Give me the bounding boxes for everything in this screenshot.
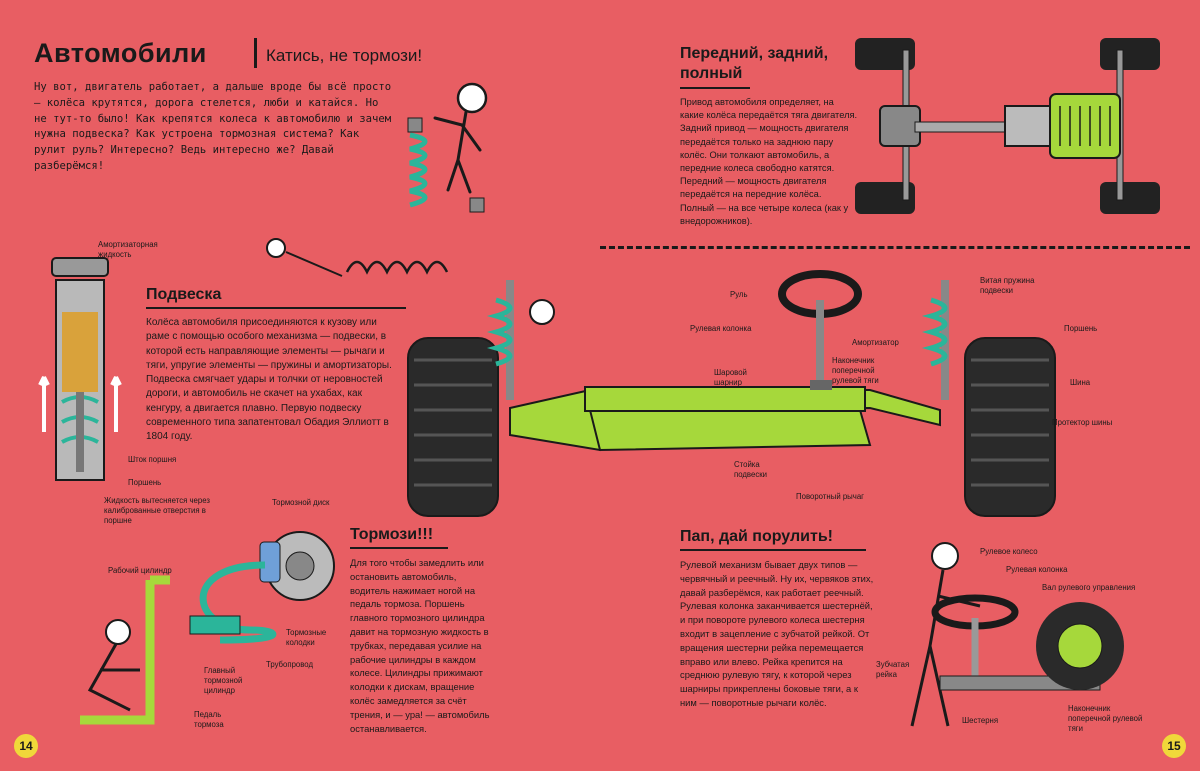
stick-figure-spring-illustration (400, 80, 520, 240)
label-master-cylinder: Главный тормозной цилиндр (204, 666, 243, 695)
label-steer-shaft: Вал рулевого управления (1042, 583, 1136, 592)
label-fluid-flow: Жидкость вытесняется через калиброванные отверстия в поршне (104, 496, 210, 525)
brake-system-diagram (60, 520, 340, 730)
label-brake-pedal: Педаль тормоза (194, 710, 224, 729)
label-piston-rod: Шток поршня (128, 455, 177, 464)
page-number-right: 15 (1162, 734, 1186, 758)
page-number-left: 14 (14, 734, 38, 758)
label-piston: Поршень (128, 478, 162, 487)
label-steer-column: Рулевая колонка (1006, 565, 1068, 574)
label-pinion: Шестерня (962, 716, 999, 725)
section-divider (600, 246, 1190, 249)
front-axle-diagram (400, 260, 1120, 520)
label-fluid: Амортизаторная жидкость (98, 240, 158, 259)
label-steer-tie-rod: Наконечник поперечной рулевой тяги (1068, 704, 1143, 733)
steering-heading-underline (680, 549, 866, 551)
brakes-text: Для того чтобы замедлить или остановить автомобиль, водитель нажимает ногой на педаль тормоза. Поршень главного тормозного цилиндра давит на тормозную жидкость в трубках, передавая усилие на рабочие цилиндры в каждом колесе. Цилиндры прижимают колодки к дискам, вращение колёс замедляется за счёт трения, и — ура! — автомобиль останавливается. (350, 557, 490, 734)
steering-text: Рулевой механизм бывает двух типов — червячный и реечный. Ну их, червяков этих, давай разберёмся, как работает реечный. Рулевая колонка заканчивается шестернёй, и при повороте рулевого колеса шестерня входит в зацепление с зубчатой рейкой. От вращения шестерни рейка перемещается вправо или влево. Рейка крепится на среднюю рулевую тягу, к которой через шарниры прикреплены боковые тяги, а к ним — поворотные рычаги колёс. (680, 559, 874, 708)
label-coil-spring: Витая пружина подвески (980, 276, 1035, 295)
page-title: Автомобили (34, 38, 207, 68)
steering-heading: Пап, дай порулить! (680, 528, 833, 545)
label-tread: Протектор шины (1052, 418, 1113, 427)
label-ball-joint: Шаровой шарнир (714, 368, 747, 387)
drive-heading-underline (680, 87, 750, 89)
intro-text: Ну вот, двигатель работает, а дальше вроде бы всё просто — колёса крутятся, дорога стелется, люби и катайся. Но не тут-то было! Как крепятся колеса к автомобилю и зачем нужна подвеска? Как устроена тормозная система? Как рулит руль? Интересно? Ведь интересно же? Давай разберёмся! (34, 81, 392, 172)
brakes-heading-underline (350, 547, 448, 549)
label-axle-piston: Поршень (1064, 324, 1098, 333)
drivetrain-diagram (855, 36, 1185, 216)
brakes-heading: Тормози!!! (350, 526, 434, 543)
title-divider (254, 38, 257, 68)
label-tyre: Шина (1070, 378, 1091, 387)
page-subtitle: Катись, не тормози! (266, 46, 423, 65)
label-steering-wheel: Руль (730, 290, 748, 299)
suspension-text: Колёса автомобиля присоединяются к кузову или раме с помощью особого механизма — подвески, в которой есть направляющие элементы — рычаги и тяги, упругие элементы — пружины и амортизаторы. Подвеска смягчает удары и толчки от неровностей дороги, и автомобиль не скачет на ухабах, как кенгуру, а двигается плавно. Первую подвеску современного типа запатентовал Обадия Эллиотт в 1804 году. (146, 317, 392, 443)
label-brake-disc: Тормозной диск (272, 498, 330, 507)
label-steer-wheel: Рулевое колесо (980, 547, 1038, 556)
suspension-heading: Подвеска (146, 286, 222, 303)
shock-absorber-cutaway (40, 252, 120, 497)
label-pivot-arm: Поворотный рычаг (796, 492, 865, 501)
label-steering-column: Рулевая колонка (690, 324, 752, 333)
label-damper: Амортизатор (852, 338, 899, 347)
label-tie-rod-end: Наконечник поперечной рулевой тяги (832, 356, 879, 385)
label-brake-pipe: Трубопровод (266, 660, 314, 669)
label-wheel-cylinder: Рабочий цилиндр (108, 566, 172, 575)
drive-text: Привод автомобиля определяет, на какие колёса передаётся тяга двигателя. Задний привод — мощность двигателя передаётся только на заднюю пару колёс. Они толкают автомобиль, а передние колеса свободно катятся. Передний — мощность двигателя передаётся на передние колёса. Полный — на все четыре колеса (как у внедорожников). (680, 97, 858, 226)
drive-heading: Передний, задний, полный (680, 45, 829, 82)
label-rack: Зубчатая рейка (876, 660, 910, 679)
label-brake-pads: Тормозные колодки (286, 628, 327, 647)
label-strut: Стойка подвески (734, 460, 767, 479)
